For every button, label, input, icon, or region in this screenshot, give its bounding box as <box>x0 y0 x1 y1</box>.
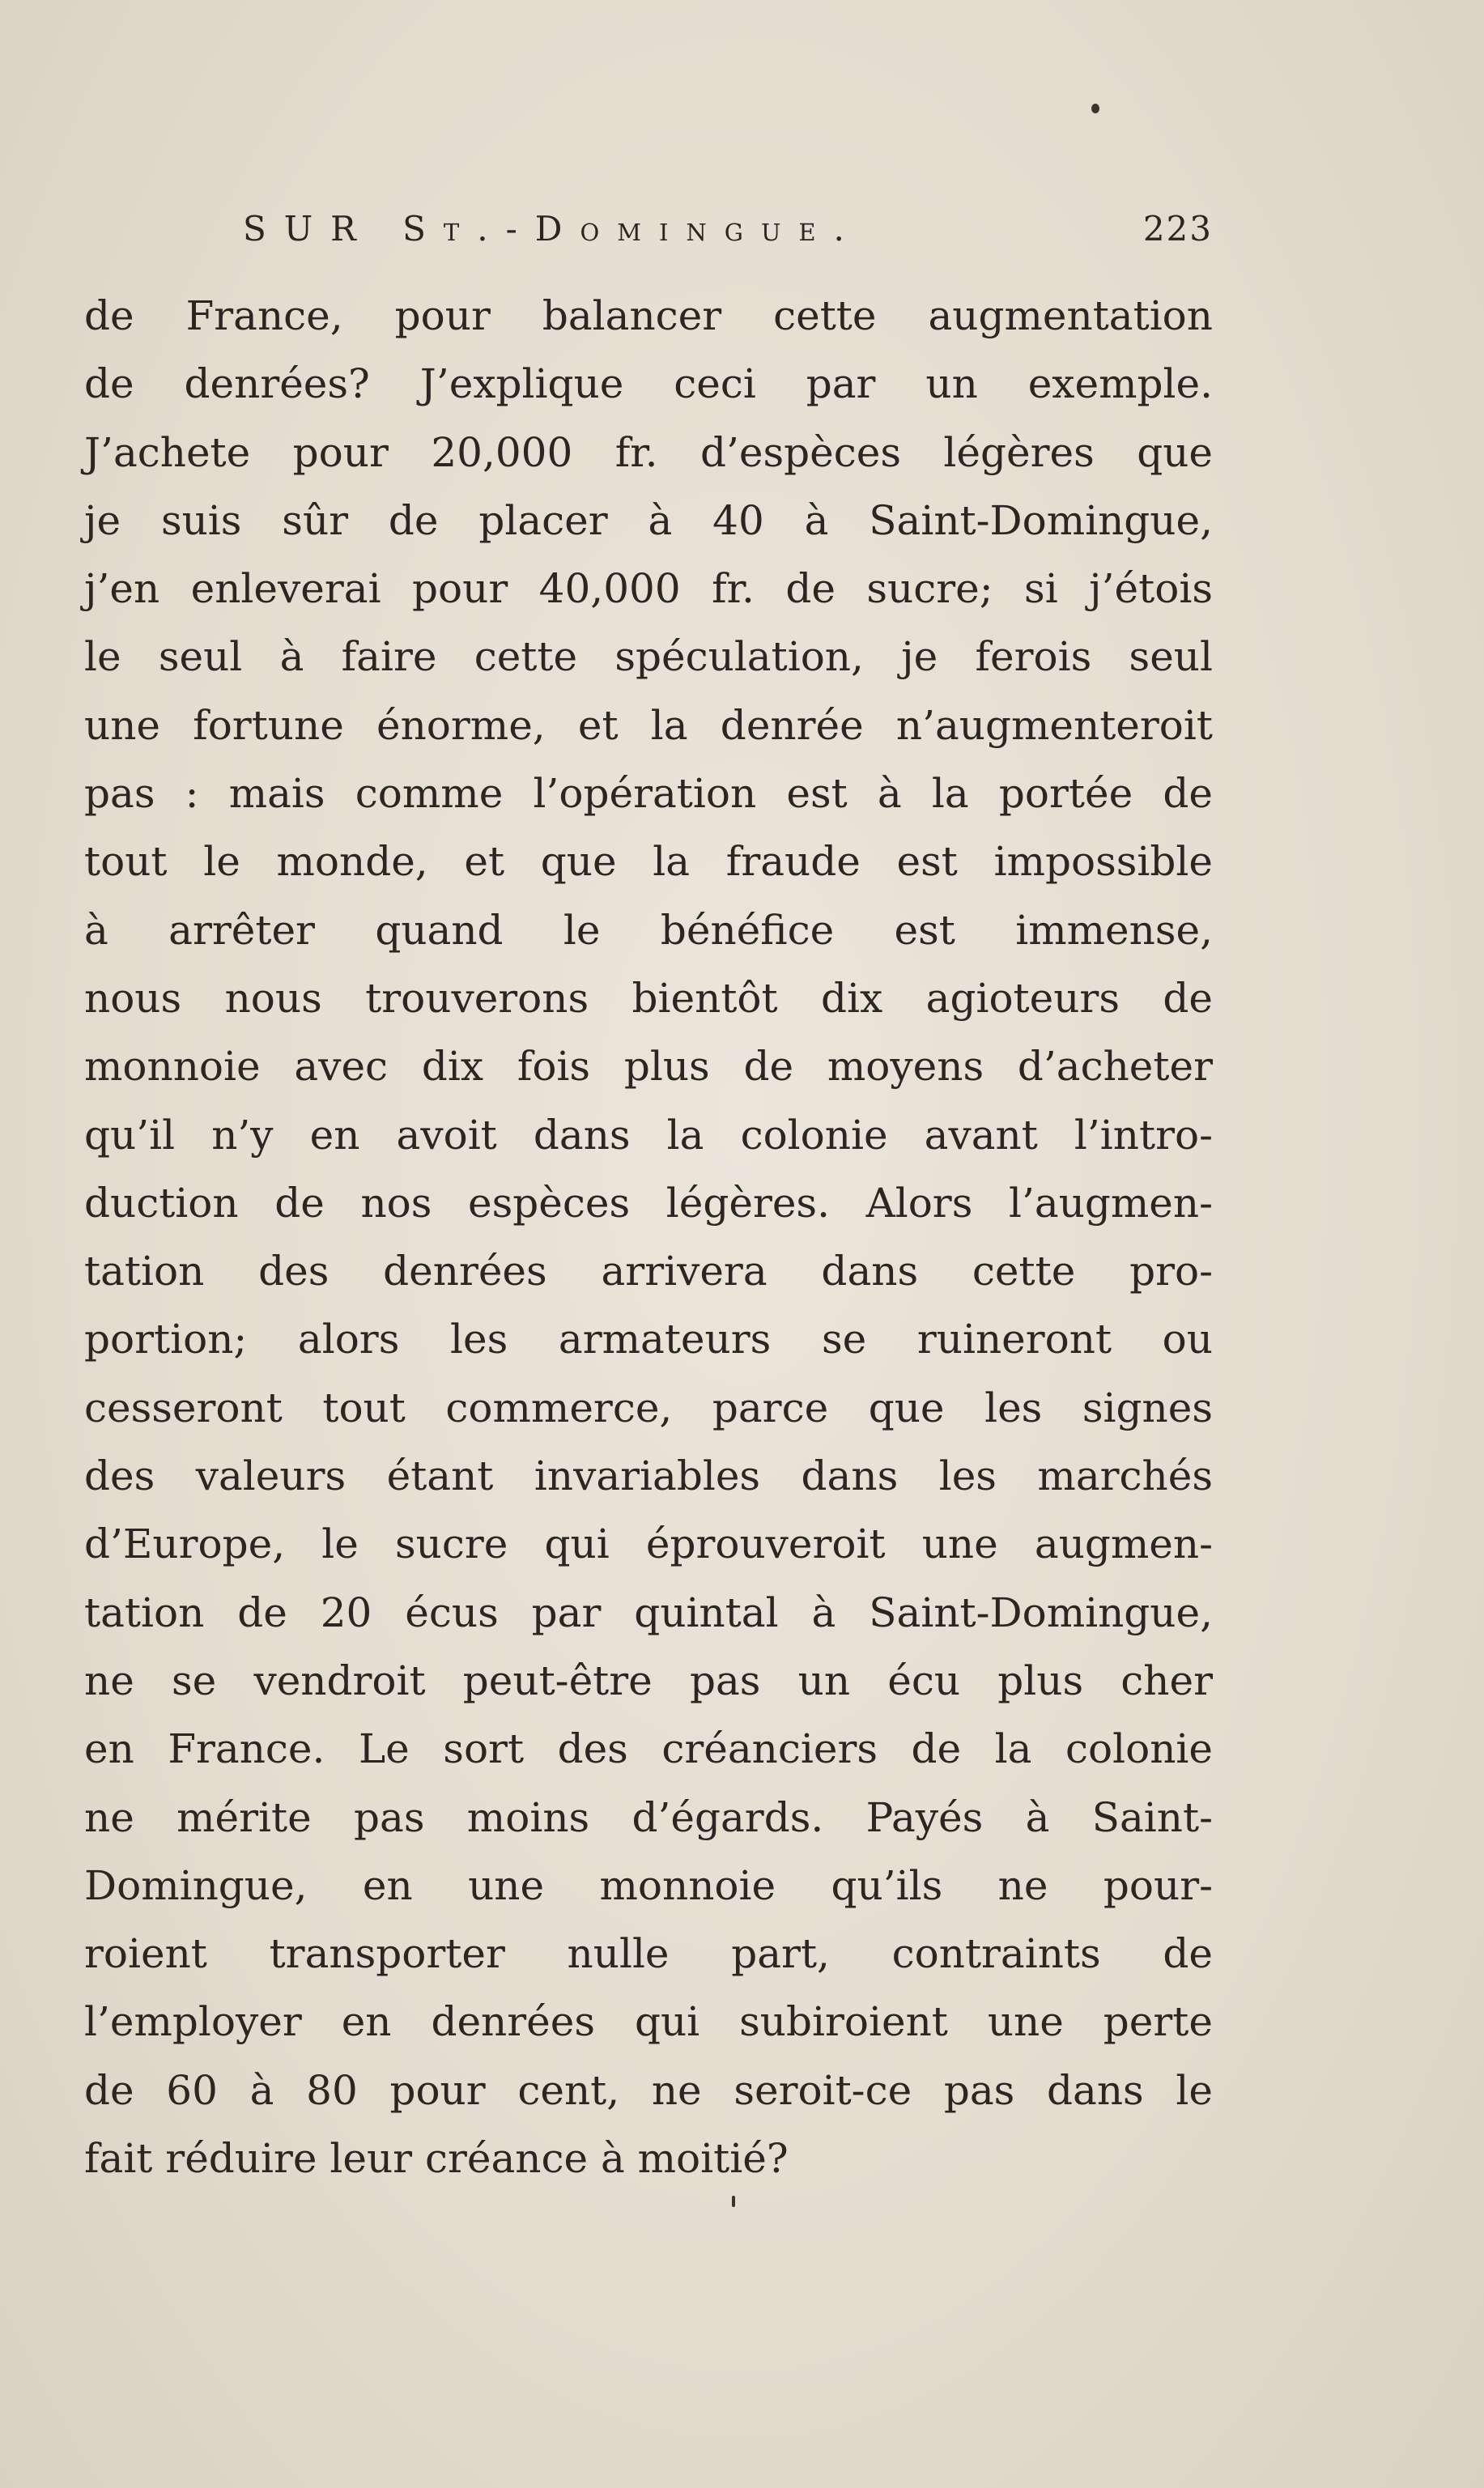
text-line: qu’il n’y en avoit dans la colonie avant l’intro- <box>84 1111 1213 1159</box>
text-line: le seul à faire cette spéculation, je ferois seul <box>84 633 1213 681</box>
body-text <box>84 282 1213 2192</box>
text-line: je suis sûr de placer à 40 à Saint-Domingue, <box>84 496 1213 544</box>
text-line: d’Europe, le sucre qui éprouveroit une augmen- <box>84 1520 1213 1568</box>
text-line: J’achete pour 20,000 fr. d’espèces légères que <box>84 428 1213 476</box>
text-line: tation des denrées arrivera dans cette pro- <box>84 1248 1213 1295</box>
text-line: l’employer en denrées qui subiroient une perte <box>84 1998 1213 2046</box>
text-line: nous nous trouverons bientôt dix agioteurs de <box>84 974 1213 1022</box>
text-line: roient transporter nulle part, contraints de <box>84 1930 1213 1978</box>
text-line: ne se vendroit peut-être pas un écu plus cher <box>84 1657 1213 1704</box>
text-line: pas : mais comme l’opération est à la portée de <box>84 770 1213 818</box>
text-line: tation de 20 écus par quintal à Saint-Domingue, <box>84 1588 1213 1636</box>
text-line: tout le monde, et que la fraude est impossible <box>84 838 1213 886</box>
text-line: des valeurs étant invariables dans les marchés <box>84 1452 1213 1500</box>
text-line: de France, pour balancer cette augmentation <box>84 292 1213 339</box>
ink-speck <box>732 2196 735 2207</box>
text-line: en France. Le sort des créanciers de la colonie <box>84 1725 1213 1773</box>
text-line: ne mérite pas moins d’égards. Payés à Saint- <box>84 1793 1213 1841</box>
running-title: SUR St.-Domingue. <box>243 209 862 249</box>
text-line: j’en enleverai pour 40,000 fr. de sucre; si j’étois <box>84 565 1213 613</box>
text-line: cesseront tout commerce, parce que les signes <box>84 1384 1213 1431</box>
text-line: portion; alors les armateurs se ruineront ou <box>84 1316 1213 1363</box>
page-header <box>243 209 1213 266</box>
text-line: duction de nos espèces légères. Alors l’augmen- <box>84 1179 1213 1227</box>
text-line: monnoie avec dix fois plus de moyens d’acheter <box>84 1043 1213 1091</box>
text-line: de denrées? J’explique ceci par un exemple. <box>84 360 1213 408</box>
text-line: une fortune énorme, et la denrée n’augmenteroit <box>84 701 1213 749</box>
ink-speck <box>1091 104 1099 113</box>
text-line: fait réduire leur créance à moitié? <box>84 2135 789 2183</box>
text-line: à arrêter quand le bénéfice est immense, <box>84 906 1213 954</box>
text-line: Domingue, en une monnoie qu’ils ne pour- <box>84 1861 1213 1909</box>
page-number: 223 <box>1142 209 1213 249</box>
text-line: de 60 à 80 pour cent, ne seroit-ce pas dans le <box>84 2066 1213 2114</box>
